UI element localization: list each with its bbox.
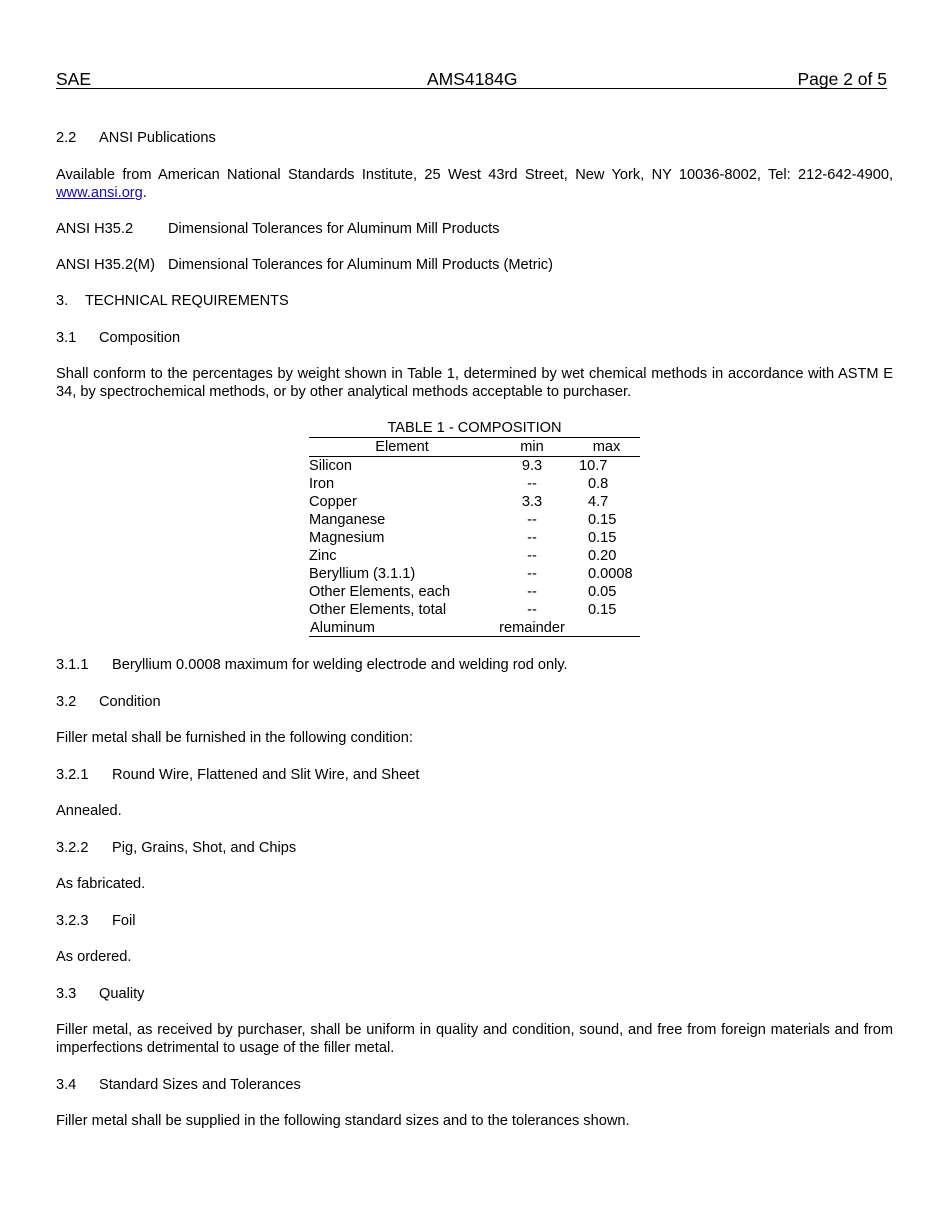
table-cell-min: -- xyxy=(527,530,537,546)
table-cell-max: 0.15 xyxy=(588,512,617,528)
header-center: AMS4184G xyxy=(427,69,518,89)
reference-title: Dimensional Tolerances for Aluminum Mill Products xyxy=(168,221,500,237)
section-number: 3.4 xyxy=(56,1077,77,1093)
column-header-element: Element xyxy=(375,439,429,455)
section-number: 3.3 xyxy=(56,986,77,1002)
table-cell-min: -- xyxy=(527,584,537,600)
section-number: 3.2.2 xyxy=(56,840,89,856)
table-cell-min: remainder xyxy=(499,620,565,636)
section-heading: Standard Sizes and Tolerances xyxy=(99,1077,301,1093)
header-left: SAE xyxy=(56,69,92,89)
section-heading: ANSI Publications xyxy=(99,130,216,146)
section-number: 3.2.1 xyxy=(56,767,89,783)
composition-paragraph: Shall conform to the percentages by weight shown in Table 1, determined by wet chemical methods in accordance with ASTM E 34, by spectrochemical methods, or by other analytical methods acceptable to purchaser. xyxy=(56,366,893,400)
section-heading: Quality xyxy=(99,986,145,1002)
table-cell-element: Zinc xyxy=(309,548,337,564)
table-cell-max: 0.20 xyxy=(588,548,617,564)
section-text: As ordered. xyxy=(56,949,132,965)
table-cell-min: -- xyxy=(527,512,537,528)
ansi-link[interactable]: www.ansi.org xyxy=(56,185,143,201)
reference-title: Dimensional Tolerances for Aluminum Mill Products (Metric) xyxy=(168,257,553,273)
section-number: 3.1.1 xyxy=(56,657,89,673)
reference-code: ANSI H35.2(M) xyxy=(56,257,155,273)
table-cell-element: Beryllium (3.1.1) xyxy=(309,566,416,582)
section-number: 3.1 xyxy=(56,330,77,346)
section-heading: Round Wire, Flattened and Slit Wire, and Sheet xyxy=(112,767,420,783)
table-caption: TABLE 1 - COMPOSITION xyxy=(387,420,562,436)
section-number: 3.2.3 xyxy=(56,913,89,929)
section-number: 3.2 xyxy=(56,694,77,710)
table-rule-bottom xyxy=(309,636,640,637)
section-text: Beryllium 0.0008 maximum for welding electrode and welding rod only. xyxy=(112,657,568,673)
quality-paragraph: Filler metal, as received by purchaser, shall be uniform in quality and condition, sound, and free from foreign materials and from imperfections detrimental to usage of the filler metal. xyxy=(56,1022,893,1056)
table-cell-max: 0.15 xyxy=(588,602,617,618)
table-cell-min: 3.3 xyxy=(521,494,543,510)
table-cell-min: -- xyxy=(527,548,537,564)
section-heading: Composition xyxy=(99,330,181,346)
section-text: Filler metal shall be furnished in the following condition: xyxy=(56,730,413,746)
ansi-paragraph: Available from American National Standards Institute, 25 West 43rd Street, New York, NY 10036-8002, Tel: 212-642-4900, www.ansi.org. xyxy=(56,167,893,201)
header-rule xyxy=(56,88,887,89)
section-heading: TECHNICAL REQUIREMENTS xyxy=(85,293,289,309)
section-heading: Foil xyxy=(112,913,136,929)
section-heading: Pig, Grains, Shot, and Chips xyxy=(112,840,297,856)
column-header-min: min xyxy=(520,439,544,455)
table-cell-element: Other Elements, each xyxy=(309,584,451,600)
section-heading: Condition xyxy=(99,694,161,710)
section-text: As fabricated. xyxy=(56,876,146,892)
table-cell-element: Silicon xyxy=(309,458,352,474)
table-cell-max: 10.7 xyxy=(579,458,608,474)
table-cell-max: 0.0008 xyxy=(588,566,633,582)
table-cell-max: 0.15 xyxy=(588,530,617,546)
table-cell-min: -- xyxy=(527,566,537,582)
table-cell-element: Iron xyxy=(309,476,335,492)
table-cell-element: Copper xyxy=(309,494,357,510)
table-cell-element: Magnesium xyxy=(309,530,385,546)
reference-code: ANSI H35.2 xyxy=(56,221,134,237)
table-cell-element: Manganese xyxy=(309,512,386,528)
section-text: Filler metal shall be supplied in the following standard sizes and to the tolerances shown. xyxy=(56,1113,630,1129)
section-text: Annealed. xyxy=(56,803,122,819)
table-cell-max: 0.05 xyxy=(588,584,617,600)
section-number: 2.2 xyxy=(56,130,77,146)
table-cell-max: 0.8 xyxy=(588,476,609,492)
table-cell-element: Other Elements, total xyxy=(309,602,447,618)
section-number: 3. xyxy=(56,293,69,309)
table-cell-min: -- xyxy=(527,476,537,492)
header-right: Page 2 of 5 xyxy=(797,69,887,89)
table-cell-min: -- xyxy=(527,602,537,618)
table-cell-max: 4.7 xyxy=(588,494,609,510)
table-cell-min: 9.3 xyxy=(521,458,543,474)
table-cell-element: Aluminum xyxy=(310,620,375,636)
column-header-max: max xyxy=(592,439,621,455)
